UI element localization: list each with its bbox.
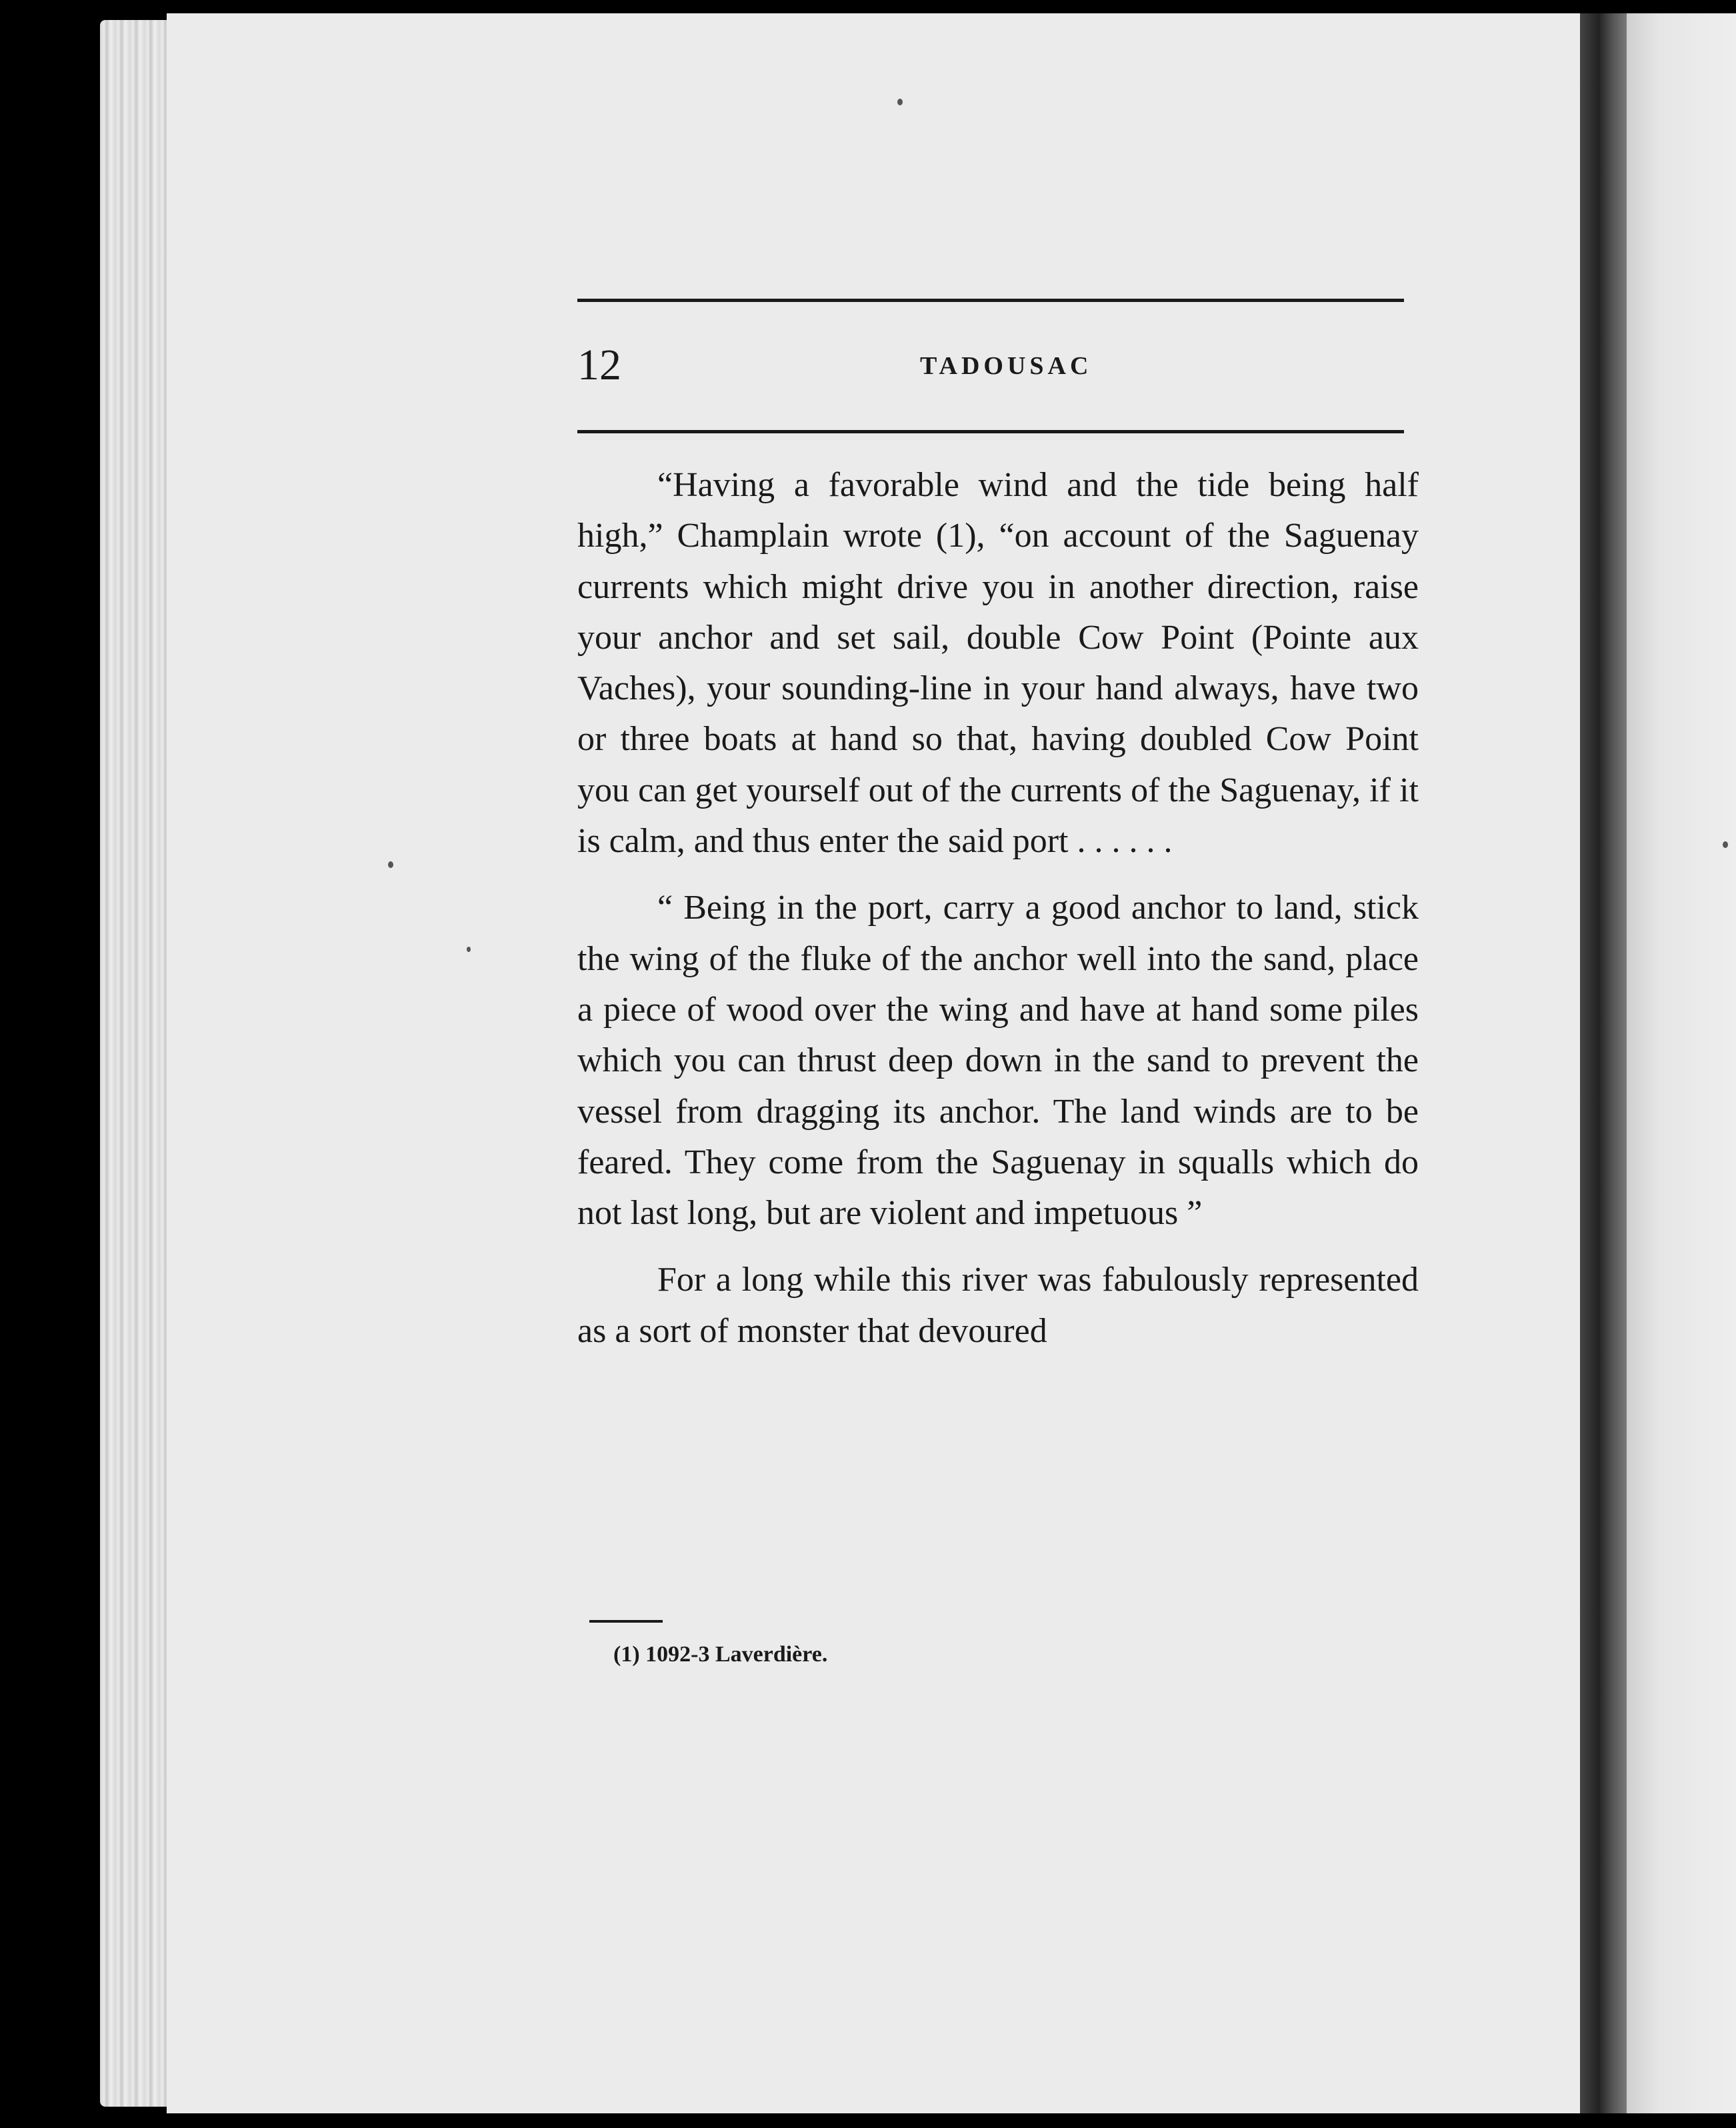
scan-speck — [897, 99, 903, 105]
running-title: TADOUSAC — [920, 352, 1093, 380]
paragraph-1: “Having a favorable wind and the tide being half high,” Champlain wrote (1), “on account of the Saguenay currents which might drive you in another direction, raise your anchor and set sail, double Cow Point (Pointe aux Vaches), your sounding-line in your hand always, have two or three boats at hand so that, having doubled Cow Point you can get yourself out of the currents of the Saguenay, if it is calm, and thus enter the said port . . . . . . — [577, 466, 1419, 861]
paragraph-3: For a long while this river was fabulously represented as a sort of monster that devoured — [577, 1261, 1419, 1350]
paragraph-2: “ Being in the port, carry a good anchor to land, stick the wing of the fluke of the anchor well into the sand, place a piece of wood over the wing and have at hand some piles which you can thrust deep down in the sand to prevent the vessel from dragging its anchor. The land winds are to be feared. They come from the Saguenay in squalls which do not last long, but are violent and impetuous ” — [577, 889, 1419, 1233]
book-gutter — [1580, 13, 1627, 2113]
footnote-rule — [589, 1620, 663, 1623]
header-top-rule — [577, 299, 1404, 302]
scan-speck — [1723, 841, 1728, 848]
facing-page-edge — [1627, 13, 1736, 2113]
header-bottom-rule — [577, 430, 1404, 433]
scan-speck — [467, 947, 471, 952]
scan-speck — [388, 861, 393, 868]
footnote: (1) 1092-3 Laverdière. — [613, 1642, 828, 1667]
page-number: 12 — [577, 341, 621, 389]
body-text — [577, 460, 1419, 1373]
